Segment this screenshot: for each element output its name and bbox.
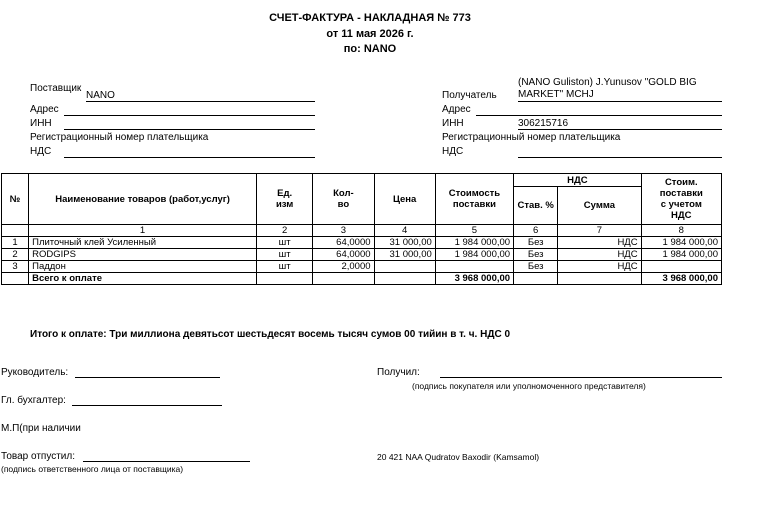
invoice-basis: по: NANO — [343, 43, 397, 55]
receiver-name-line2: MARKET" MCHJ — [518, 89, 594, 100]
col-header-name: Наименование товаров (работ,услуг) — [29, 174, 257, 225]
supplier-reg-label: Регистрационный номер плательщика — [30, 132, 209, 143]
released-signature-line — [83, 461, 250, 462]
table-row: 1 Плиточный клей Усиленный шт 64,0000 31 000,00 1 984 000,00 Без НДС 1 984 000,00 — [2, 237, 722, 249]
col-header-price: Цена — [374, 174, 435, 225]
receiver-inn-value: 306215716 — [518, 118, 569, 129]
receiver-vat-label: НДС — [442, 146, 464, 157]
received-label: Получил: — [377, 367, 420, 378]
supplier-address-line — [64, 115, 315, 116]
col-header-cost: Стоимость поставки — [435, 174, 513, 225]
total-cost: 3 968 000,00 — [435, 273, 513, 285]
supplier-address-label: Адрес — [30, 104, 59, 115]
receiver-name-line1: (NANO Guliston) J.Yunusov "GOLD BIG — [518, 77, 697, 88]
receiver-vat-line — [518, 157, 722, 158]
receiver-name-line — [518, 101, 722, 102]
receiver-person: 20 421 NAA Qudratov Baxodir (Kamsamol) — [377, 452, 540, 462]
supplier-inn-label: ИНН — [30, 118, 52, 129]
supplier-name: NANO — [86, 90, 115, 101]
receiver-address-line — [476, 115, 722, 116]
director-label: Руководитель: — [1, 367, 69, 378]
receiver-inn-line — [518, 129, 722, 130]
supplier-label: Поставщик — [30, 83, 82, 94]
col-header-total: Стоим. поставки с учетом НДС — [641, 174, 721, 225]
accountant-label: Гл. бухгалтер: — [1, 395, 66, 406]
invoice-table — [1, 173, 722, 285]
col-header-vat-sum: Сумма — [558, 187, 641, 225]
released-label: Товар отпустил: — [1, 451, 75, 462]
table-row: 2 RODGIPS шт 64,0000 31 000,00 1 984 000,00 Без НДС 1 984 000,00 — [2, 249, 722, 261]
director-signature-line — [75, 377, 220, 378]
invoice-title: СЧЕТ-ФАКТУРА - НАКЛАДНАЯ № 773 — [269, 12, 471, 24]
invoice-date: от 11 мая 2026 г. — [326, 28, 414, 40]
amount-in-words: Итого к оплате: Три миллиона девятьсот шестьдесят восемь тысяч сумов 00 тийин в т. ч. НДС 0 — [30, 329, 511, 340]
supplier-vat-label: НДС — [30, 146, 52, 157]
total-with-vat: 3 968 000,00 — [641, 273, 721, 285]
total-label: Всего к оплате — [29, 273, 257, 285]
col-header-vat: НДС — [514, 174, 642, 187]
supplier-inn-line — [64, 129, 315, 130]
receiver-label: Получатель — [442, 90, 497, 101]
col-header-qty: Кол- во — [313, 174, 374, 225]
receiver-address-label: Адрес — [442, 104, 471, 115]
received-note: (подпись покупателя или уполномоченного представителя) — [412, 381, 646, 391]
col-header-unit: Ед. изм — [257, 174, 313, 225]
receiver-inn-label: ИНН — [442, 118, 464, 129]
col-header-num: № — [2, 174, 29, 225]
receiver-reg-label: Регистрационный номер плательщика — [442, 132, 621, 143]
supplier-name-line — [86, 101, 315, 102]
received-signature-line — [440, 377, 722, 378]
supplier-vat-line — [64, 157, 315, 158]
accountant-signature-line — [72, 405, 222, 406]
stamp-label: М.П(при наличии — [1, 423, 81, 434]
released-note: (подпись ответственного лица от поставщика) — [1, 464, 184, 474]
total-row — [2, 273, 722, 285]
table-row: 3 Паддон шт 2,0000 Без НДС — [2, 261, 722, 273]
col-header-vat-rate: Став. % — [514, 187, 558, 225]
col-number-row: 1 2 3 4 5 6 7 8 — [2, 225, 722, 237]
